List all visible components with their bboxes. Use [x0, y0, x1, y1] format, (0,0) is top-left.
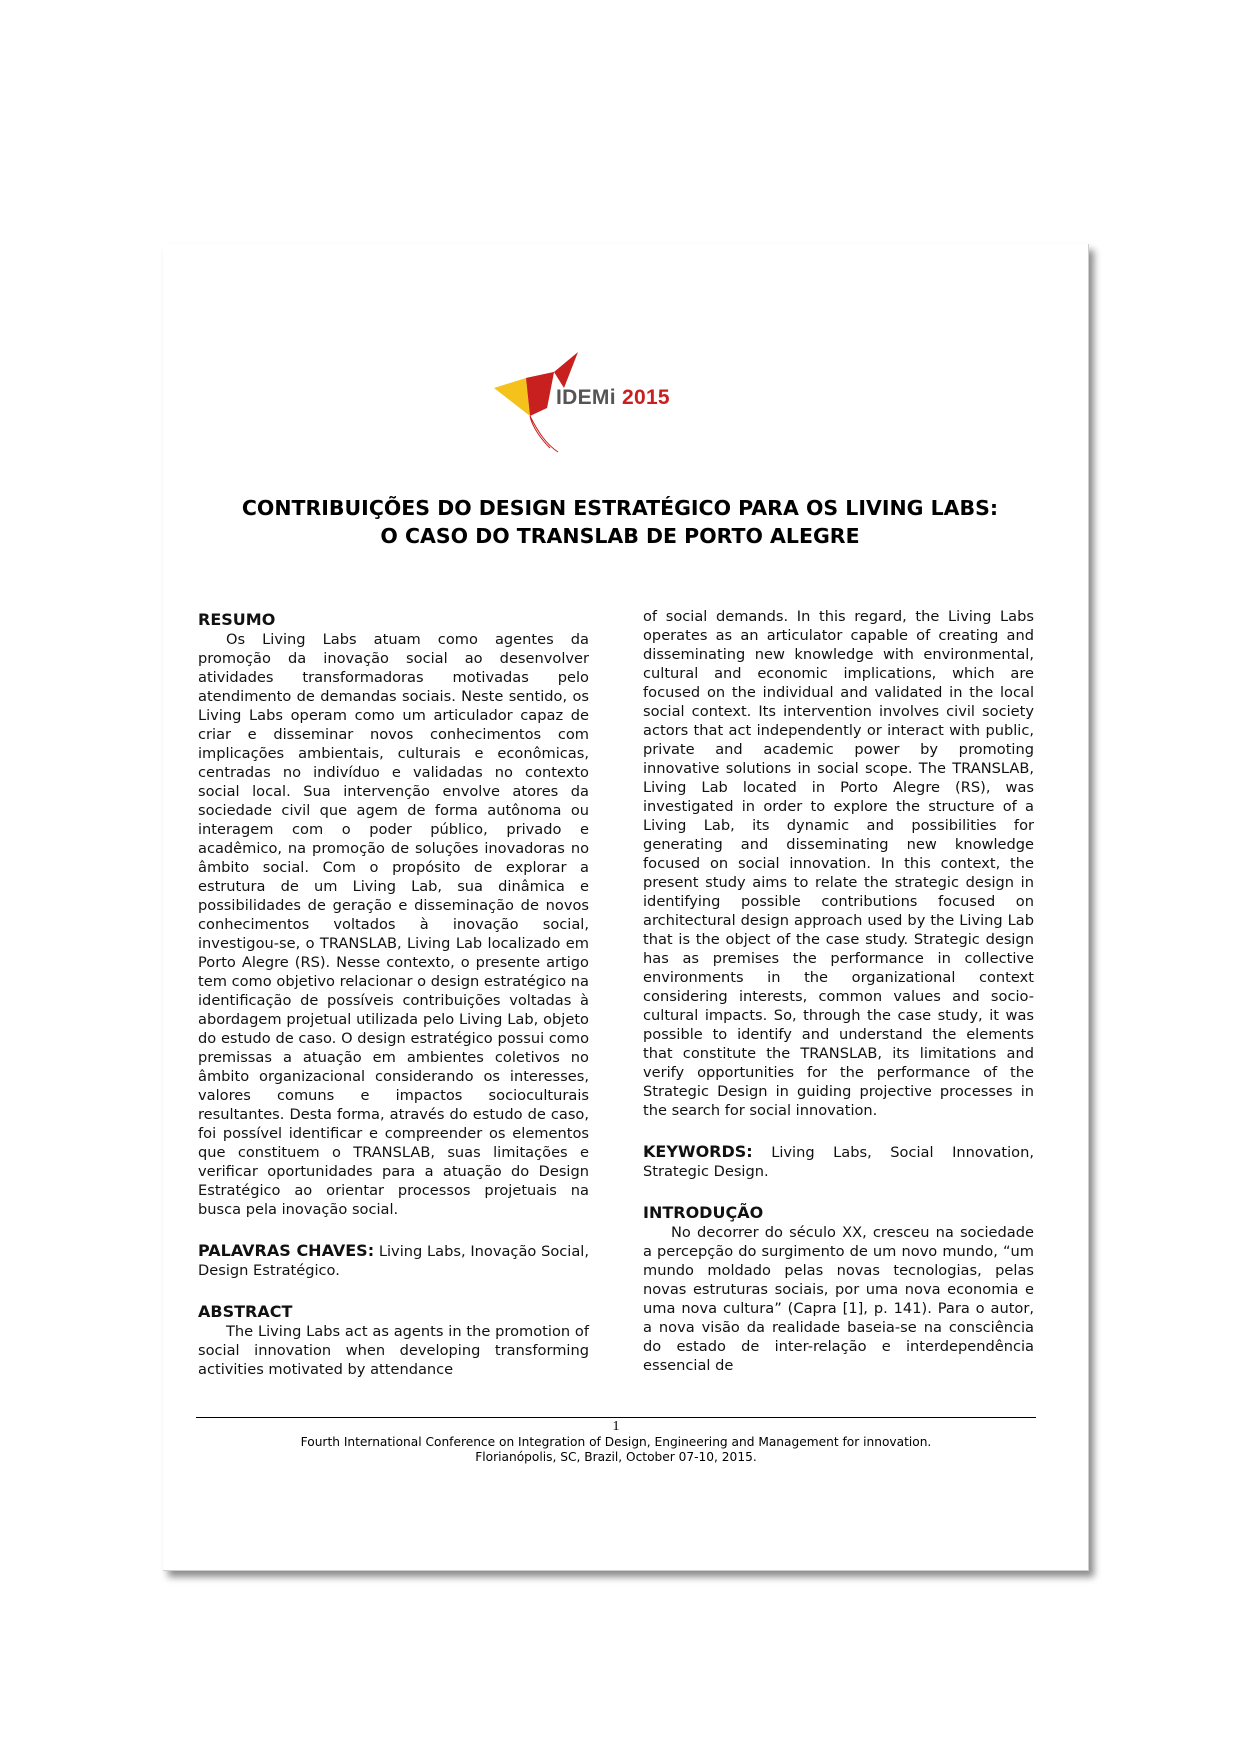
left-column [198, 610, 589, 1379]
footer-location: Florianópolis, SC, Brazil, October 07-10, 2015. [475, 1450, 757, 1464]
resumo-heading: RESUMO [198, 610, 276, 629]
abstract-text-part1: The Living Labs act as agents in the promotion of social innovation when developing transforming activities motivated by attendance [198, 1323, 589, 1378]
title-line-1: CONTRIBUIÇÕES DO DESIGN ESTRATÉGICO PARA OS LIVING LABS: [241, 496, 999, 520]
title-line-2: O CASO DO TRANSLAB DE PORTO ALEGRE [380, 524, 860, 548]
palavras-label: PALAVRAS CHAVES: [198, 1241, 375, 1260]
introducao-heading: INTRODUÇÃO [643, 1203, 764, 1222]
page-footer [196, 1417, 1036, 1465]
conference-logo [492, 352, 692, 454]
keywords [643, 1142, 1034, 1181]
logo-text [556, 386, 670, 410]
palavras-text: Living Labs, Inovação Social, Design Estratégico. [198, 1243, 589, 1279]
introducao-text: No decorrer do século XX, cresceu na sociedade a percepção do surgimento de um novo mundo, “um mundo moldado pelas novas tecnologias, pelas novas estruturas sociais, por uma nova economia e uma nova cultura” (Capra [1], p. 141). Para o autor, a nova visão da realidade baseia-se na consciência do estado de inter-relação e interdependência essencial de [643, 1224, 1034, 1374]
resumo-text: Os Living Labs atuam como agentes da promoção da inovação social ao desenvolver atividades transformadoras motivadas pelo atendimento de demandas sociais. Neste sentido, os Living Labs operam como um articulador capaz de criar e disseminar novos conhecimentos com implicações ambientais, culturais e econômicas, centradas no indivíduo e validadas no contexto social local. Sua intervenção envolve atores da sociedade civil que agem de forma autônoma ou interagem com o poder público, privado e acadêmico, na promoção de soluções inovadoras no âmbito social. Com o propósito de explorar a estrutura de um Living Lab, sua dinâmica e possibilidades de geração e disseminação de novos conhecimentos voltados à inovação social, investigou-se, o TRANSLAB, Living Lab localizado em Porto Alegre (RS). Nesse contexto, o presente artigo tem como objetivo relacionar o design estratégico na identificação de possíveis contribuições voltadas à abordagem projetual utilizada pelo Living Lab, objeto do estudo de caso. O design estratégico possui como premissas a atuação em ambientes coletivos no âmbito organizacional considerando os interesses, valores comuns e impactos socioculturais resultantes. Desta forma, através do estudo de caso, foi possível identificar e compreender os elementos que constituem o TRANSLAB, suas limitações e verificar oportunidades para a atuação do Design Estratégico ao orientar processos projetuais na busca pela inovação social. [198, 631, 589, 1218]
keywords-label: KEYWORDS: [643, 1142, 753, 1161]
right-column [643, 607, 1034, 1375]
logo-text-year: 2015 [621, 386, 670, 409]
logo-text-main: IDEMi [556, 386, 616, 409]
page-number: 1 [612, 1419, 620, 1434]
footer-conference: Fourth International Conference on Integration of Design, Engineering and Management for innovation. [300, 1435, 932, 1449]
palavras-chaves [198, 1241, 589, 1280]
abstract-text-part2: of social demands. In this regard, the Living Labs operates as an articulator capable of creating and disseminating new knowledge with environmental, cultural and economic implications, which are focused on the individual and validated in the local social context. Its intervention involves civil society actors that act independently or interact with public, private and academic power by promoting innovative solutions in social scope. The TRANSLAB, Living Lab located in Porto Alegre (RS), was investigated in order to explore the structure of a Living Lab, its dynamic and possibilities for generating and disseminating new knowledge focused on social innovation. In this context, the present study aims to relate the strategic design in identifying possible contributions focused on architectural design approach used by the Living Lab that is the object of the case study. Strategic design has as premises the performance in collective environments in the organizational context considering interests, common values and socio-cultural impacts. So, through the case study, it was possible to identify and understand the elements that constitute the TRANSLAB, its limitations and verify opportunities for the performance of the Strategic Design in guiding projective processes in the search for social innovation. [643, 608, 1034, 1119]
paper-title [190, 494, 1050, 550]
keywords-text: Living Labs, Social Innovation, Strategic Design. [643, 1144, 1034, 1180]
abstract-heading: ABSTRACT [198, 1302, 293, 1321]
